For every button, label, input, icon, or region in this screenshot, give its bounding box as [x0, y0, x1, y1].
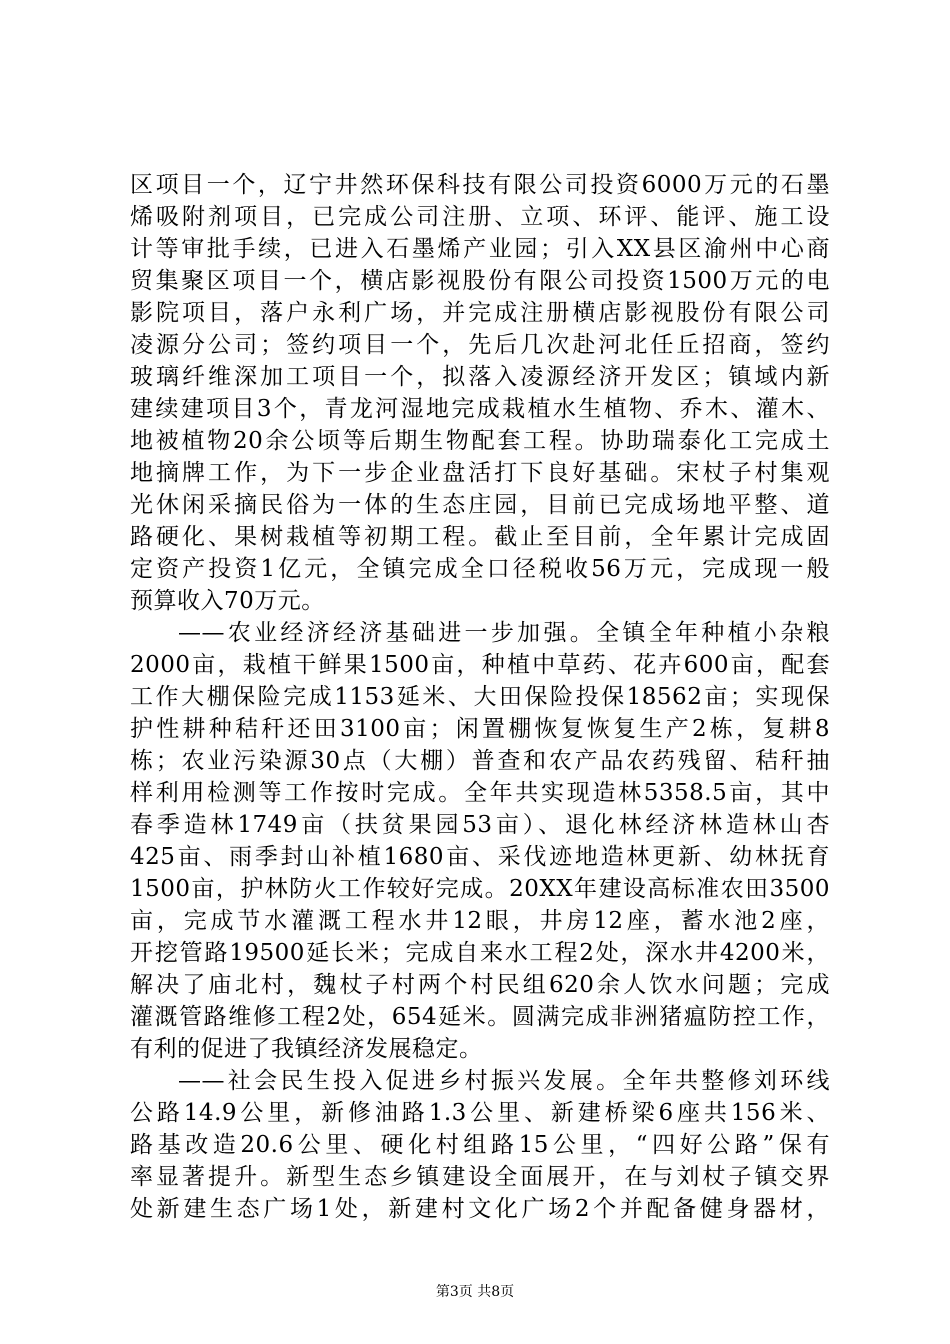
paragraph-line: 开挖管路19500延长米；完成自来水工程2处，深水井4200米， — [130, 940, 830, 966]
paragraph-line: 率显著提升。新型生态乡镇建设全面展开，在与刘杖子镇交界 — [130, 1164, 830, 1190]
paragraph-line: 灌溉管路维修工程2处，654延米。圆满完成非洲猪瘟防控工作， — [130, 1004, 830, 1030]
paragraph-line: 定资产投资1亿元，全镇完成全口径税收56万元，完成现一般 — [130, 556, 830, 582]
page-number-footer: 第3页 共8页 — [435, 1284, 515, 1300]
paragraph-line: 护性耕种秸秆还田3100亩；闲置棚恢复恢复生产2栋，复耕8 — [130, 716, 830, 742]
paragraph-line: 预算收入70万元。 — [130, 588, 325, 614]
paragraph-line: 凌源分公司；签约项目一个，先后几次赴河北任丘招商，签约 — [130, 332, 830, 358]
paragraph-line: 建续建项目3个，青龙河湿地完成栽植水生植物、乔木、灌木、 — [130, 396, 830, 422]
paragraph-line: 路硬化、果树栽植等初期工程。截止至目前，全年累计完成固 — [130, 524, 830, 550]
paragraph-line: 烯吸附剂项目，已完成公司注册、立项、环评、能评、施工设 — [130, 204, 830, 230]
paragraph-line: 路基改造20.6公里、硬化村组路15公里，“四好公路”保有 — [130, 1132, 830, 1158]
paragraph-line: 2000亩，栽植干鲜果1500亩，种植中草药、花卉600亩，配套 — [130, 652, 830, 678]
paragraph-line: 计等审批手续，已进入石墨烯产业园；引入XX县区渝州中心商 — [130, 236, 830, 262]
paragraph-line: 栋；农业污染源30点（大棚）普查和农产品农药残留、秸秆抽 — [130, 748, 830, 774]
paragraph-line: 影院项目，落户永利广场，并完成注册横店影视股份有限公司 — [130, 300, 830, 326]
paragraph-line: 区项目一个，辽宁井然环保科技有限公司投资6000万元的石墨 — [130, 172, 830, 198]
paragraph-line: 有利的促进了我镇经济发展稳定。 — [130, 1036, 483, 1062]
paragraph-line: 公路14.9公里，新修油路1.3公里、新建桥梁6座共156米、 — [130, 1100, 830, 1126]
paragraph-heading-line: ——社会民生投入促进乡村振兴发展。全年共整修刘环线 — [178, 1068, 830, 1094]
paragraph-line: 亩，完成节水灌溉工程水井12眼，井房12座，蓄水池2座， — [130, 908, 830, 934]
paragraph-line: 地被植物20余公顷等后期生物配套工程。协助瑞泰化工完成土 — [130, 428, 830, 454]
paragraph-line: 处新建生态广场1处，新建村文化广场2个并配备健身器材， — [130, 1196, 830, 1222]
paragraph-line: 贸集聚区项目一个，横店影视股份有限公司投资1500万元的电 — [130, 268, 830, 294]
paragraph-line: 地摘牌工作，为下一步企业盘活打下良好基础。宋杖子村集观 — [130, 460, 830, 486]
paragraph-line: 样利用检测等工作按时完成。全年共实现造林5358.5亩，其中 — [130, 780, 830, 806]
paragraph-line: 解决了庙北村，魏杖子村两个村民组620余人饮水问题；完成 — [130, 972, 830, 998]
paragraph-line: 工作大棚保险完成1153延米、大田保险投保18562亩；实现保 — [130, 684, 830, 710]
paragraph-line: 425亩、雨季封山补植1680亩、采伐迹地造林更新、幼林抚育 — [130, 844, 830, 870]
paragraph-heading-line: ——农业经济经济基础进一步加强。全镇全年种植小杂粮 — [178, 620, 830, 646]
paragraph-line: 玻璃纤维深加工项目一个，拟落入凌源经济开发区；镇域内新 — [130, 364, 830, 390]
paragraph-line: 光休闲采摘民俗为一体的生态庄园，目前已完成场地平整、道 — [130, 492, 830, 518]
paragraph-line: 春季造林1749亩（扶贫果园53亩）、退化林经济林造林山杏 — [130, 812, 830, 838]
paragraph-line: 1500亩，护林防火工作较好完成。20XX年建设高标准农田3500 — [130, 876, 830, 902]
